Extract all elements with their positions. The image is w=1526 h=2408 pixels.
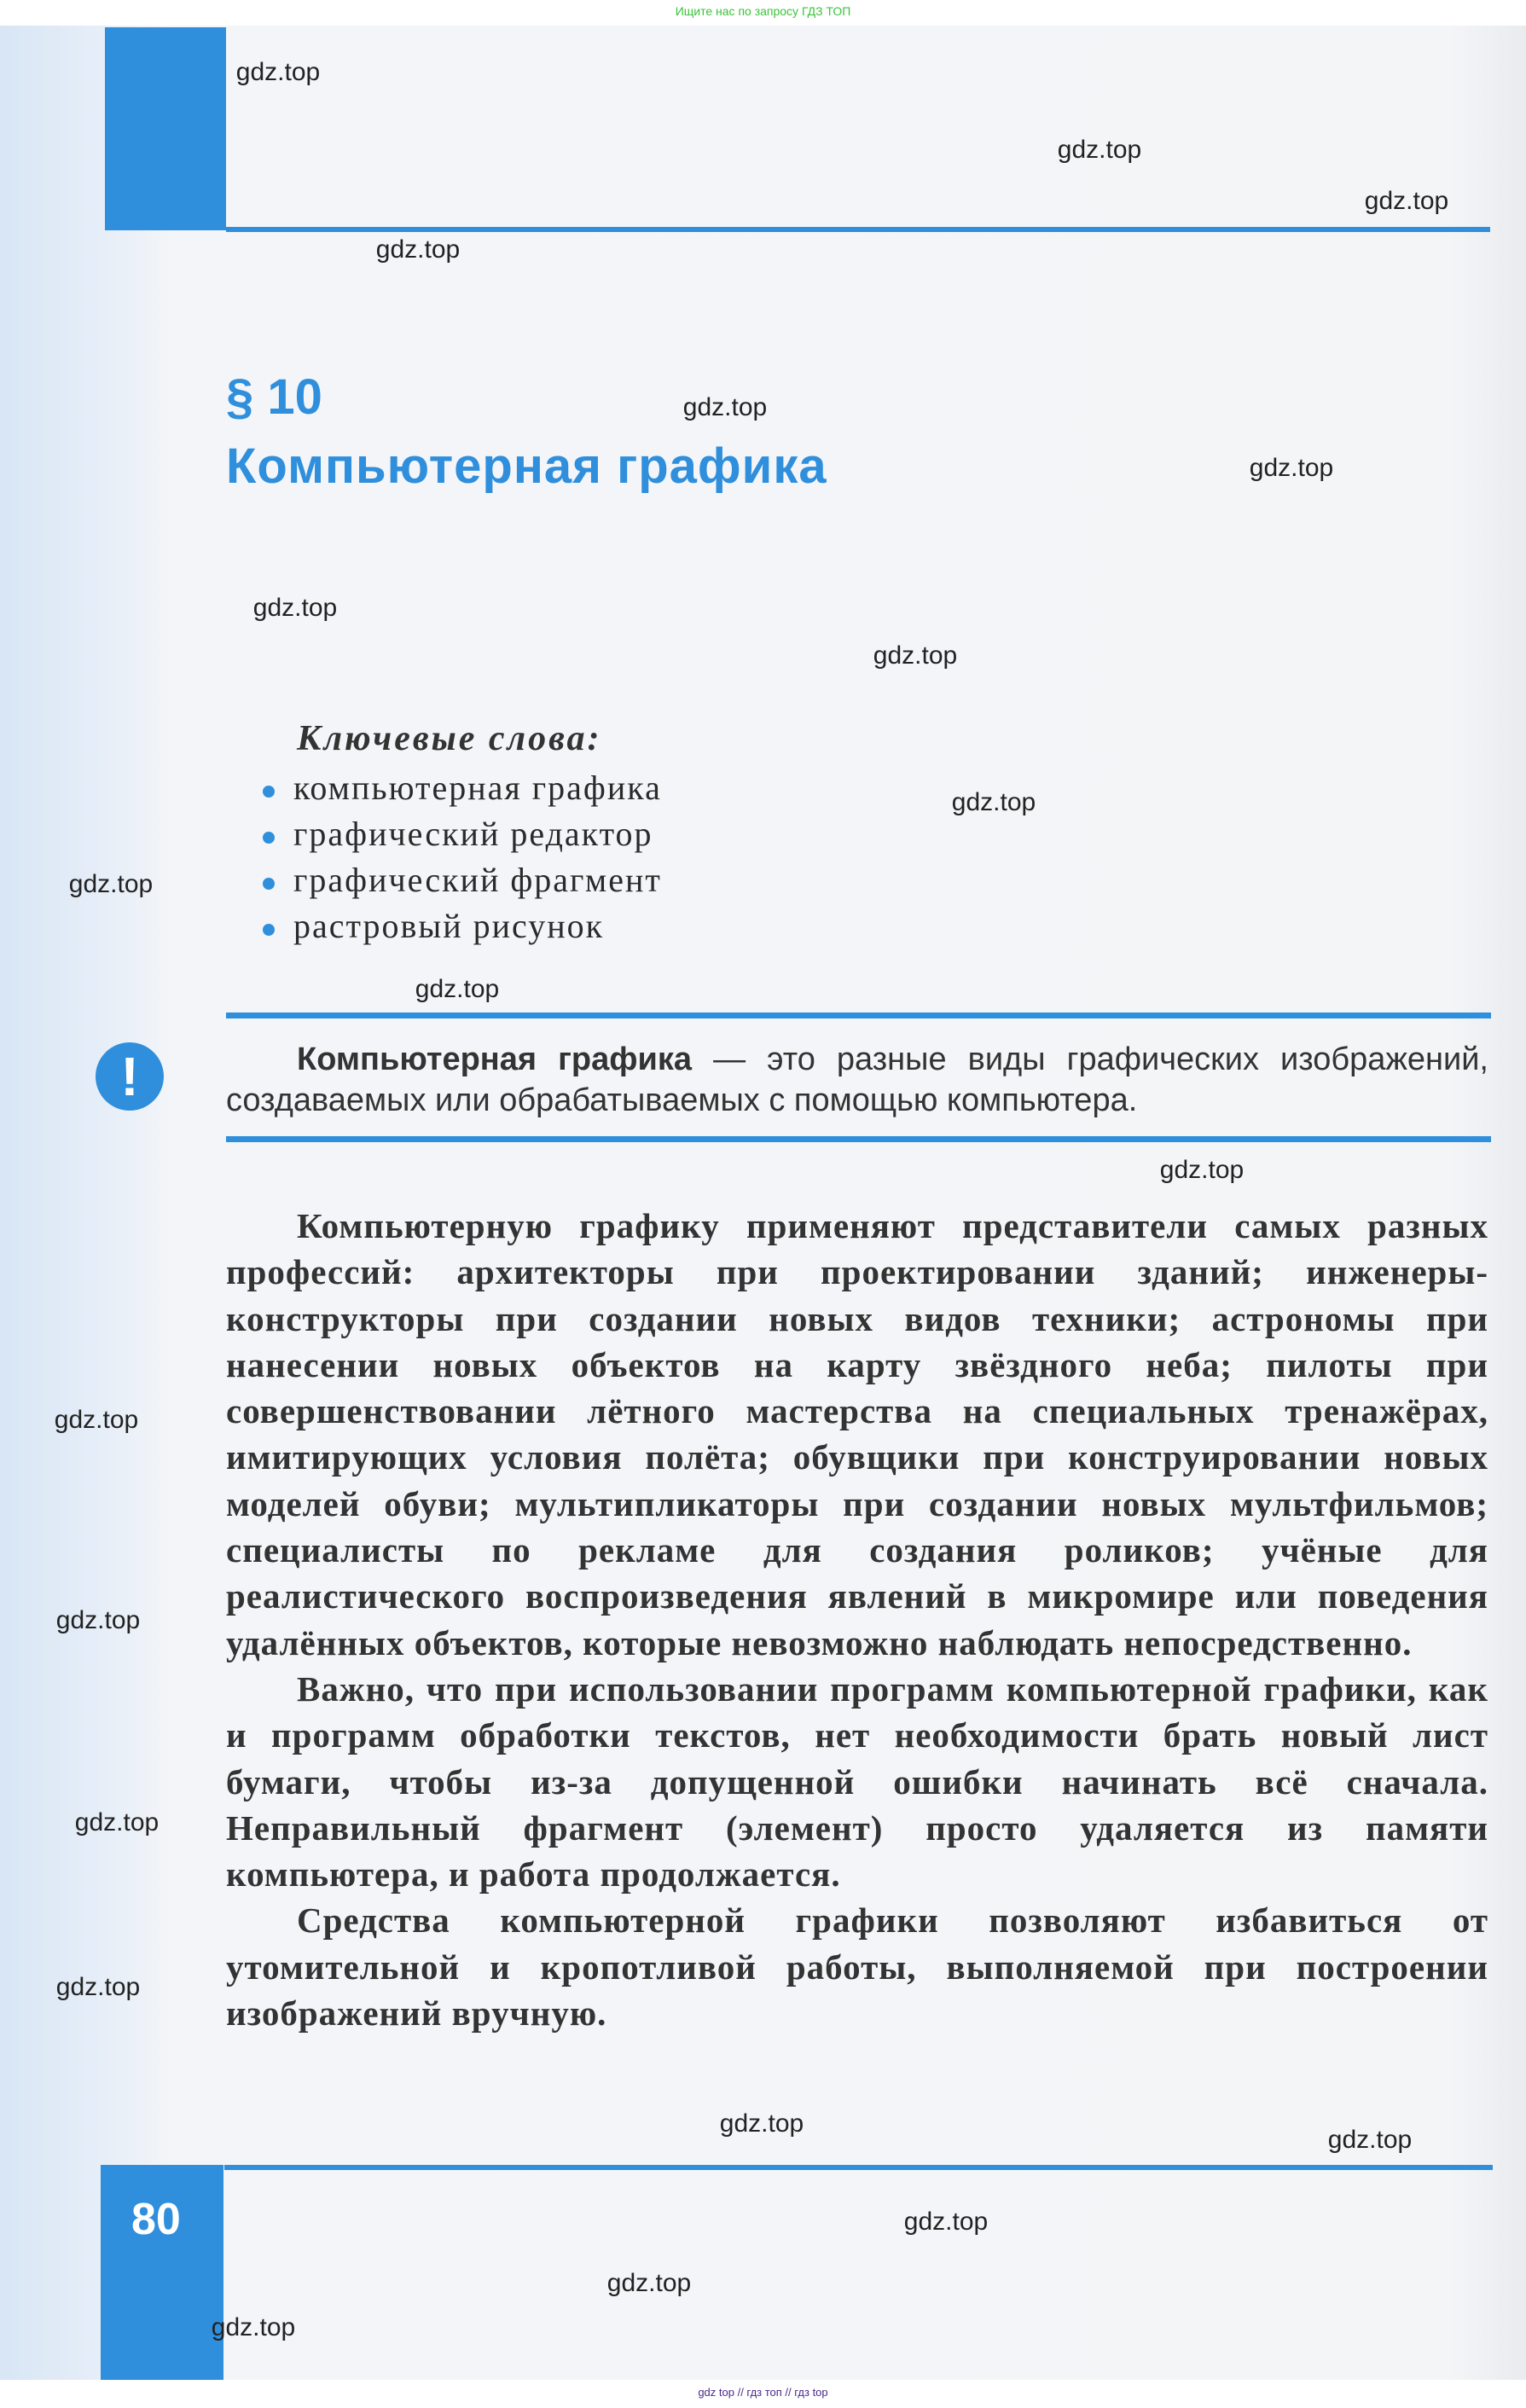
paragraph: Важно, что при использовании программ компьютерной графики, как и программ обработки текстов, нет необходимости брать новый лист бумаги, чтобы из-за допущенной ошибки начинать всё сначала. Неправильный фрагмент (элемент) просто удаляется из памяти компьютера, и работа продолжается.	[226, 1668, 1488, 1894]
keyword-text: растровый рисунок	[293, 907, 605, 945]
keyword-text: графический фрагмент	[293, 861, 662, 899]
watermark: gdz.top	[55, 1606, 141, 1634]
keyword-item	[263, 768, 662, 808]
watermark: gdz.top	[211, 2313, 296, 2341]
keyword-item	[263, 860, 662, 900]
keyword-text: графический редактор	[293, 815, 653, 853]
definition-bottom-divider	[226, 1136, 1491, 1142]
watermark: gdz.top	[1249, 454, 1334, 482]
definition-text: — это разные виды графических изображений, создаваемых или обрабатываемых с помощью компьютера.	[226, 1042, 1488, 1118]
watermark: gdz.top	[719, 2109, 804, 2138]
page-number: 80	[131, 2195, 181, 2244]
section-number: § 10	[226, 369, 322, 425]
definition-term: Компьютерная графика	[297, 1042, 693, 1077]
bottom-note: gdz top // гдз топ // гдз top	[698, 2386, 828, 2399]
keyword-text: компьютерная графика	[293, 769, 662, 807]
keyword-item	[263, 814, 653, 854]
watermark: gdz.top	[873, 641, 958, 670]
section-title: Компьютерная графика	[226, 438, 827, 494]
watermark: gdz.top	[1364, 187, 1449, 215]
watermark: gdz.top	[74, 1808, 160, 1836]
watermark: gdz.top	[1057, 136, 1142, 164]
watermark: gdz.top	[54, 1406, 139, 1434]
watermark: gdz.top	[903, 2208, 989, 2236]
watermark: gdz.top	[252, 594, 338, 622]
top-divider	[226, 227, 1490, 232]
bullet-icon	[263, 786, 275, 798]
keyword-item	[263, 906, 604, 946]
paragraph: Средства компьютерной графики позволяют избавиться от утомительной и кропотливой работы, выполняемой при построении изображений вручную.	[226, 1900, 1488, 2034]
watermark: gdz.top	[606, 2269, 692, 2297]
watermark: gdz.top	[415, 975, 500, 1003]
definition-top-divider	[226, 1013, 1491, 1018]
watermark: gdz.top	[55, 1973, 141, 2001]
bullet-icon	[263, 832, 275, 844]
watermark: gdz.top	[375, 235, 461, 264]
top-note: Ищите нас по запросу ГДЗ ТОП	[675, 4, 851, 18]
watermark: gdz.top	[235, 58, 321, 86]
watermark: gdz.top	[1327, 2126, 1413, 2154]
watermark: gdz.top	[682, 393, 768, 421]
bullet-icon	[263, 924, 275, 936]
page-number-block	[101, 2165, 223, 2380]
body-text	[226, 1203, 1488, 2036]
paragraph: Компьютерную графику применяют представители самых разных профессий: архитекторы при проектировании зданий; инженеры-конструкторы при создании новых видов техники; астрономы при нанесении новых объектов на карту звёздного неба; пилоты при совершенствовании лётного мастерства на специальных тренажёрах, имитирующих условия полёта; обувщики при конструировании новых моделей обуви; мультипликаторы при создании новых мультфильмов; специалисты по рекламе для создания роликов; учёные для реалистического воспроизведения явлений в микромире или поведения удалённых объектов, которые невозможно наблюдать непосредственно.	[226, 1206, 1488, 1662]
bottom-divider	[224, 2165, 1493, 2170]
definition	[226, 1039, 1488, 1121]
watermark: gdz.top	[68, 870, 154, 898]
watermark: gdz.top	[951, 788, 1036, 816]
keywords-heading: Ключевые слова:	[297, 719, 602, 758]
watermark: gdz.top	[1159, 1156, 1245, 1184]
corner-block	[105, 27, 226, 230]
bullet-icon	[263, 878, 275, 890]
exclamation-icon: !	[96, 1042, 164, 1111]
